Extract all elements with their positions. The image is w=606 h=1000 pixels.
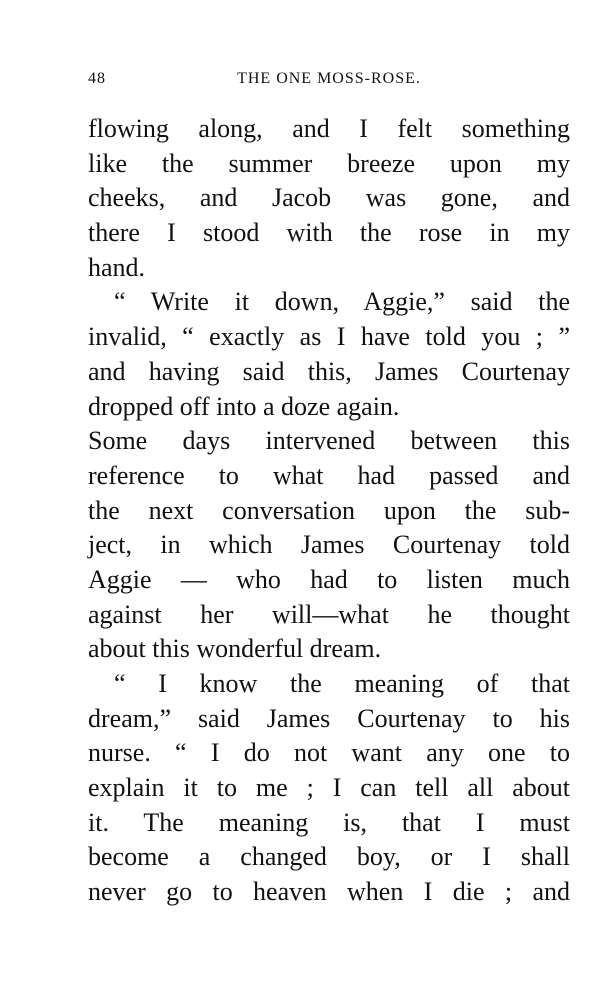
running-title: THE ONE MOSS-ROSE. bbox=[237, 70, 421, 87]
text-line: explain it to me ; I can tell all about bbox=[88, 773, 570, 803]
text-line: reference to what had passed and bbox=[88, 460, 570, 490]
text-line: become a changed boy, or I shall bbox=[88, 842, 570, 872]
text-line: hand. bbox=[88, 252, 146, 282]
running-head bbox=[88, 70, 570, 94]
text-line: there I stood with the rose in my bbox=[88, 218, 570, 248]
text-line: nurse. “ I do not want any one to bbox=[88, 738, 570, 768]
text-line: “ Write it down, Aggie,” said the bbox=[114, 287, 570, 317]
text-line: dream,” said James Courtenay to his bbox=[88, 703, 570, 733]
text-line: dropped off into a doze again. bbox=[88, 391, 400, 421]
text-line: like the summer breeze upon my bbox=[88, 148, 570, 178]
text-line: cheeks, and Jacob was gone, and bbox=[88, 183, 570, 213]
text-line: the next conversation upon the sub- bbox=[88, 495, 570, 525]
text-line: flowing along, and I felt something bbox=[88, 114, 570, 143]
text-line: against her will—what he thought bbox=[88, 599, 570, 629]
text-line: and having said this, James Courtenay bbox=[88, 356, 570, 386]
text-line: about this wonderful dream. bbox=[88, 634, 382, 664]
text-line: Some days intervened between this bbox=[88, 426, 570, 456]
text-line: it. The meaning is, that I must bbox=[88, 807, 570, 837]
text-line: never go to heaven when I die ; and bbox=[88, 877, 570, 907]
body-text bbox=[88, 112, 570, 910]
text-line: invalid, “ exactly as I have told you ; ” bbox=[88, 322, 570, 352]
text-line: Aggie — who had to listen much bbox=[88, 564, 570, 594]
page-number: 48 bbox=[88, 70, 106, 87]
text-line: “ I know the meaning of that bbox=[114, 669, 570, 698]
text-line: ject, in which James Courtenay told bbox=[88, 530, 570, 560]
